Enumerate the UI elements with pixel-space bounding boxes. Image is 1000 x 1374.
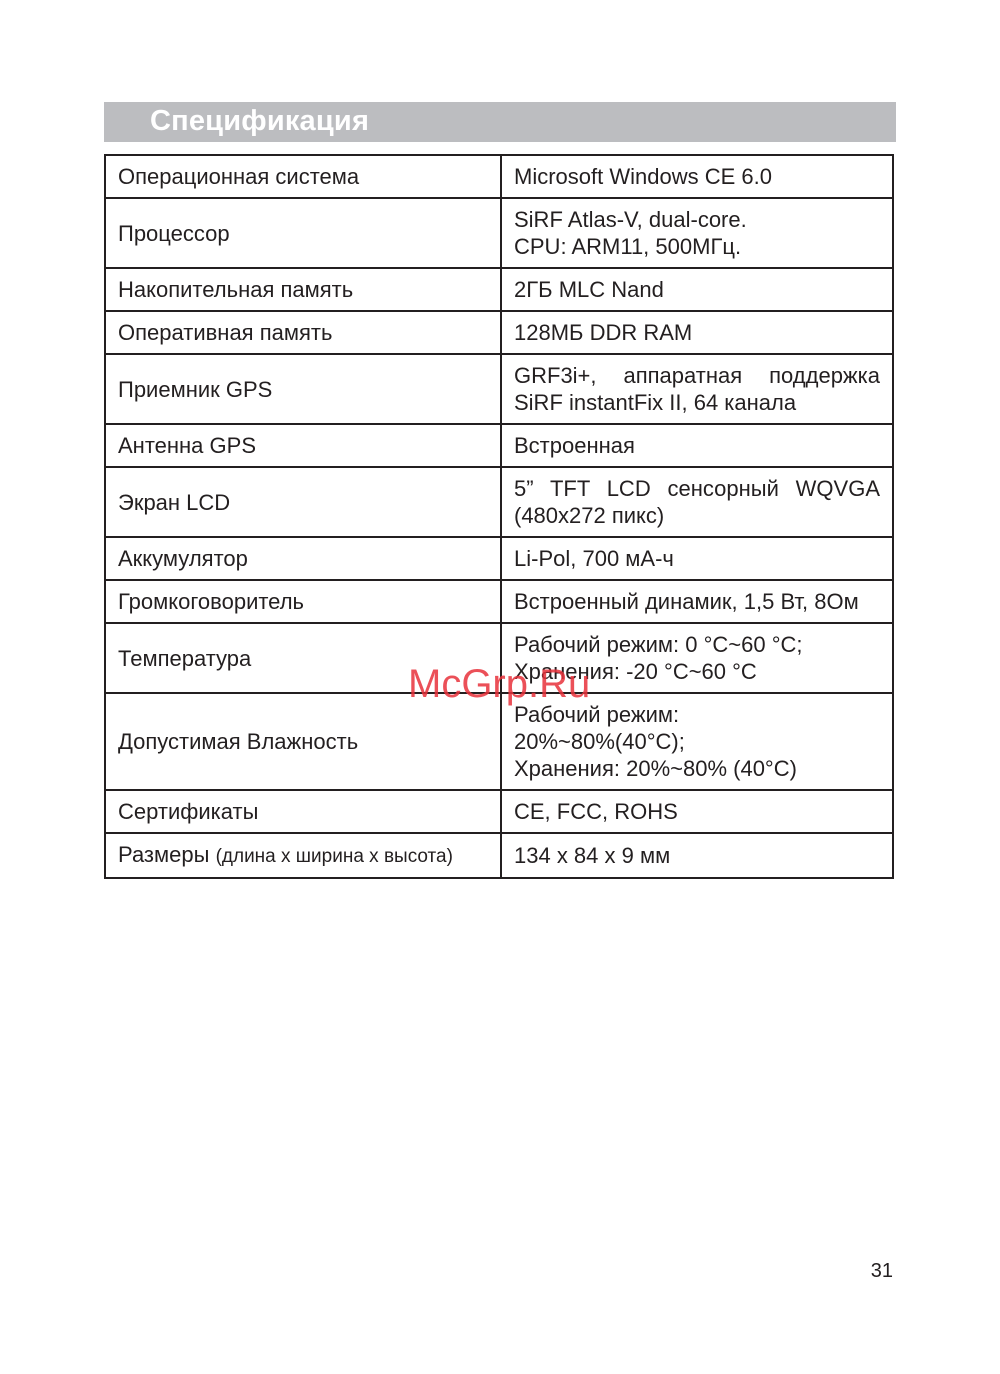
- table-row: [105, 537, 893, 580]
- parameter-note: (длина х ширина х высота): [215, 846, 453, 867]
- value-cell: [501, 693, 893, 790]
- value-line: GRF3i+, аппаратная поддержка SiRF instantFix II, 64 канала: [514, 363, 880, 415]
- value-cell: [501, 311, 893, 354]
- parameter-label: Накопительная память: [118, 277, 354, 302]
- page-number: 31: [870, 1260, 893, 1282]
- parameter-label: Температура: [118, 645, 252, 671]
- parameter-label: Антенна GPS: [118, 433, 256, 458]
- table-row: [105, 833, 893, 878]
- parameter-label: Оперативная память: [118, 320, 333, 345]
- parameter-label: Сертификаты: [118, 799, 259, 824]
- table-row: [105, 580, 893, 623]
- value-line: Microsoft Windows CE 6.0: [514, 164, 772, 189]
- parameter-label: Экран LCD: [118, 489, 231, 515]
- value-cell: [501, 155, 893, 198]
- section-title: Спецификация: [150, 105, 370, 137]
- parameter-cell: [105, 311, 501, 354]
- value-line: Рабочий режим:: [514, 702, 680, 727]
- parameter-cell: [105, 155, 501, 198]
- value-cell: [501, 580, 893, 623]
- table-row: [105, 467, 893, 537]
- value-cell: [501, 537, 893, 580]
- table-row: [105, 198, 893, 268]
- table-row: [105, 268, 893, 311]
- table-row: [105, 693, 893, 790]
- table-row: [105, 155, 893, 198]
- value-line: 5” TFT LCD сенсорный WQVGA (480х272 пикс): [514, 476, 880, 528]
- parameter-cell: [105, 268, 501, 311]
- value-cell: [501, 833, 893, 878]
- parameter-label: Операционная система: [118, 164, 360, 189]
- parameter-cell: [105, 580, 501, 623]
- parameter-label: Приемник GPS: [118, 376, 273, 402]
- parameter-label: Процессор: [118, 220, 230, 246]
- value-line: CPU: ARM11, 500МГц.: [514, 234, 742, 259]
- value-cell: [501, 198, 893, 268]
- value-cell: [501, 467, 893, 537]
- table-row: [105, 311, 893, 354]
- parameter-cell: [105, 424, 501, 467]
- parameter-cell: [105, 198, 501, 268]
- parameter-cell: [105, 693, 501, 790]
- table-row: [105, 354, 893, 424]
- value-line: Встроенная: [514, 433, 635, 458]
- value-line: Встроенный динамик, 1,5 Вт, 8Ом: [514, 589, 859, 614]
- value-line: Li-Pol, 700 мА-ч: [514, 546, 674, 571]
- parameter-label: Размеры: [118, 842, 210, 867]
- section-title-bar: [104, 102, 896, 142]
- watermark: McGrp.Ru: [408, 662, 591, 706]
- value-line: 20%~80%(40°С);: [514, 729, 685, 754]
- parameter-label: Громкоговоритель: [118, 589, 304, 614]
- parameter-cell: [105, 833, 501, 878]
- value-line: 134 х 84 х 9 мм: [514, 843, 671, 868]
- parameter-cell: [105, 354, 501, 424]
- table-row: [105, 424, 893, 467]
- value-line: SiRF Atlas-V, dual-core.: [514, 207, 747, 232]
- value-cell: [501, 354, 893, 424]
- value-line: Хранения: 20%~80% (40°С): [514, 756, 797, 781]
- value-line: 2ГБ MLC Nand: [514, 277, 664, 302]
- parameter-cell: [105, 467, 501, 537]
- parameter-cell: [105, 790, 501, 833]
- value-line: CE, FCC, ROHS: [514, 799, 678, 824]
- value-line: 128МБ DDR RAM: [514, 320, 693, 345]
- table-row: [105, 790, 893, 833]
- value-cell: [501, 424, 893, 467]
- parameter-label: Допустимая Влажность: [118, 729, 359, 754]
- value-cell: [501, 268, 893, 311]
- parameter-cell: [105, 537, 501, 580]
- value-cell: [501, 790, 893, 833]
- specification-table: [104, 154, 894, 879]
- value-line: Рабочий режим: 0 °С~60 °С;: [514, 632, 803, 657]
- value-line: Хранения: -20 °С~60 °С: [514, 659, 757, 684]
- parameter-label: Аккумулятор: [118, 546, 248, 571]
